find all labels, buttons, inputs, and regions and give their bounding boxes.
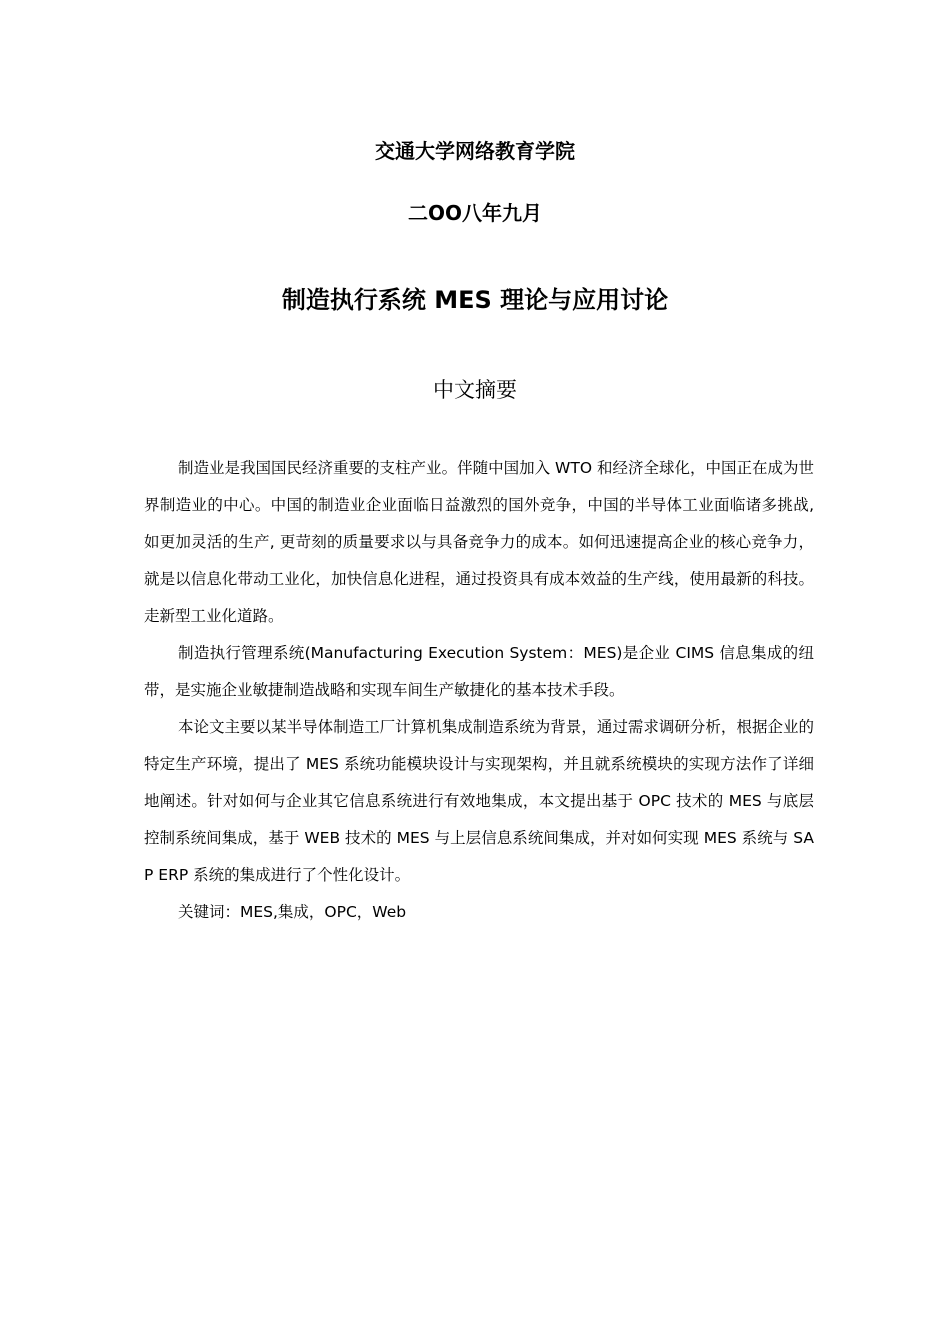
abstract-heading: 中文摘要 [433, 378, 517, 402]
abstract-paragraph-1: 制造业是我国国民经济重要的支柱产业。伴随中国加入 WTO 和经济全球化，中国正在成为世界制造业的中心。中国的制造业企业面临日益激烈的国外竞争，中国的半导体工业面临诸多挑战, 如更加灵活的生产, 更苛刻的质量要求以与具备竞争力的成本。如何迅速提高企业的核心竞争力，就是以信息化带动工业化，加快信息化进程，通过投资具有成本效益的生产线，使用最新的科技。走新型工业化道路。 [144, 459, 814, 625]
institution-name: 交通大学网络教育学院 [375, 139, 575, 163]
paper-title: 制造执行系统 MES 理论与应用讨论 [281, 286, 669, 314]
abstract-body [144, 450, 814, 931]
abstract-paragraph-2: 制造执行管理系统(Manufacturing Execution System：MES)是企业 CIMS 信息集成的纽带，是实施企业敏捷制造战略和实现车间生产敏捷化的基本技术手段。 [144, 644, 814, 699]
keywords-line: 关键词：MES,集成，OPC，Web [178, 903, 407, 921]
abstract-paragraph-3: 本论文主要以某半导体制造工厂计算机集成制造系统为背景，通过需求调研分析，根据企业的特定生产环境，提出了 MES 系统功能模块设计与实现架构，并且就系统模块的实现方法作了详细地阐述。针对如何与企业其它信息系统进行有效地集成，本文提出基于 OPC 技术的 MES 与底层控制系统间集成，基于 WEB 技术的 MES 与上层信息系统间集成，并对如何实现 MES 系统与 SAP ERP 系统的集成进行了个性化设计。 [144, 718, 814, 884]
publication-date: 二OO八年九月 [407, 201, 542, 225]
